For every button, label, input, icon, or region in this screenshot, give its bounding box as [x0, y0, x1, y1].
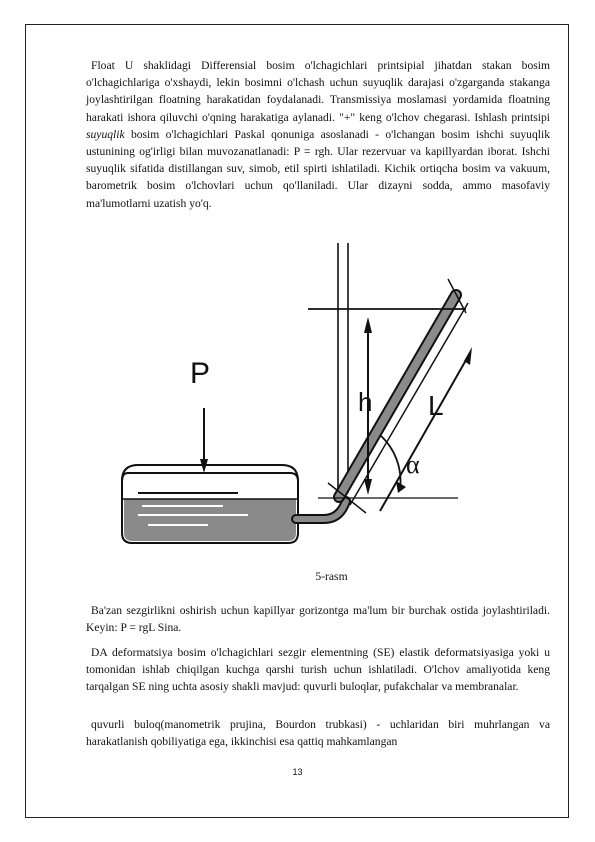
paragraph-bourdon-tube: quvurli buloq(manometrik prujina, Bourdon trubkasi) - uchlaridan biri muhrlangan va harakatlanish qobiliyatiga ega, ikkinchisi esa qattiq mahkamlangan: [86, 718, 550, 749]
page-number: 13: [292, 767, 303, 777]
figure-inclined-manometer: [118, 243, 478, 555]
figure-caption: 5-rasm: [315, 570, 348, 583]
paragraph-deformation-gauges: DA deformatsiya bosim o'lchagichlari sezgir elementning (SE) elastik deformatsiyasiga yoki u tomonidan ishlab chiqilgan kuchga qarshi turish uchun ishlatiladi. O'lchov amaliyotida keng tarqalgan SE ning uchta asosiy shakli mavjud: quvurli buloqlar, pufakchalar va membranalar.: [86, 646, 550, 694]
label-alpha: α: [406, 450, 420, 479]
label-p: P: [190, 357, 211, 390]
reservoir: [122, 465, 298, 543]
italic-term-suyuqlik: suyuqlik: [86, 127, 125, 141]
paragraph-text: bosim o'lchagichlari Paskal qonuniga asoslanadi - o'lchangan bosim ishchi suyuqlik ustunining og'irligi bilan muvozanatlanadi: P = rgh. Ular rezervuar va kapillyardan iborat. Ishchi suyuqlik sifatida distillangan suv, simob, etil spirti ishlatiladi. Kichik ortiqcha bosim va vakuum, barometrik bosim o'lchovlari uchun qo'llaniladi. Ular dizayni sodda, ammo masofaviy ma'lumotlarni uzatish yo'q.: [86, 127, 550, 210]
paragraph-text: Float U shaklidagi Differensial bosim o'lchagichlari printsipial jihatdan stakan bosim o'lchagichlariga o'xshaydi, lekin bosimni o'lchash uchun suyuqlik darajasi o'zgarganda stakanga joylashtirilgan floatning harakatidan foydalanadi. Transmissiya moslamasi yordamida floatning harakati ishora qiluvchi o'qning harakatiga aylanadi. "+" keng o'lchov chegarasi. Ishlash printsipi: [86, 59, 550, 124]
vertical-tube: [338, 243, 348, 493]
pressure-arrow: [190, 357, 210, 473]
paragraph-float-manometers: [86, 57, 550, 212]
paragraph-inclined-capillary: Ba'zan sezgirlikni oshirish uchun kapillyar gorizontga ma'lum bir burchak ostida joylashtiriladi. Keyin: P = rgL Sina.: [86, 604, 550, 635]
label-h: h: [358, 387, 373, 417]
label-l: L: [428, 390, 444, 421]
